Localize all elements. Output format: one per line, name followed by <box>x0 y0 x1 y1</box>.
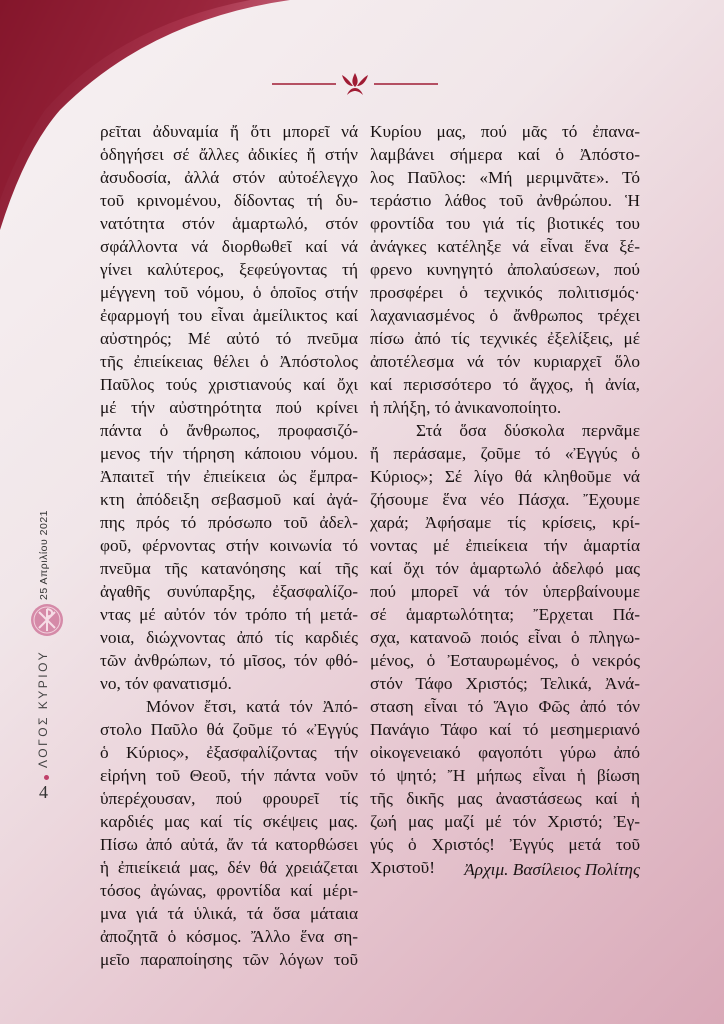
text-line: γίνει καλύτερος, ξεφεύγοντας τή <box>100 260 358 279</box>
text-line: μένος, ὁ Ἐσταυρωμένος, ὁ νεκρός <box>370 651 640 670</box>
text-line: ἀγαθῆς συνύπαρξης, ἐξασφαλίζο- <box>100 582 358 601</box>
text-line: καί ὄχι τόν ἁμαρτωλό ἀδελφό μας <box>370 559 640 578</box>
text-line: μέ τήν αὐστηρότητα πού κρίνει <box>100 398 358 417</box>
text-line: ἡ ἐπιείκειά μας, δέν θά χρειάζεται <box>100 858 358 877</box>
text-line: σχα, κατανοῶ ποιός εἶναι ὁ πληγω- <box>370 628 640 647</box>
text-line: προσφέρει ὁ τεχνικός πολιτισμός· <box>370 283 640 302</box>
text-line: τό ψητό; Ἤ μήπως εἶναι ἡ βίωση <box>370 766 640 785</box>
text-line: ἐφαρμογή του εἶναι ἀμείλικτος καί <box>100 306 358 325</box>
text-line: πάντα ὁ ἄνθρωπος, προφασιζό- <box>100 421 358 440</box>
text-line: νατότητα στόν ἁμαρτωλό, στόν <box>100 214 358 233</box>
text-line: Στά ὅσα δύσκολα περνᾶμε <box>416 421 640 440</box>
text-line: γύς ὁ Χριστός! Ἐγγύς μετά τοῦ <box>370 835 640 854</box>
text-line: Πίσω ἀπό αὐτά, ἄν τά κατορθώσει <box>100 835 358 854</box>
text-line: μνα γιά τά ὑλικά, τά ὅσα μάταια <box>100 904 358 923</box>
text-line: ἀνάγκες κατέληξε νά εἶναι ἕνα ξέ- <box>370 237 640 256</box>
text-line: εἰρήνη τοῦ Θεοῦ, τήν πάντα νοῦν <box>100 766 358 785</box>
text-line: πίσω ἀπό τίς τεχνικές ἐξελίξεις, μέ <box>370 329 640 348</box>
text-line: σφάλλοντα νά διορθωθεῖ καί νά <box>100 237 358 256</box>
text-line: πνεῦμα τῆς κατανόησης καί τῆς <box>100 559 358 578</box>
text-line: ὑπερέχουσαν, πού φρουρεῖ τίς <box>100 789 358 808</box>
text-line: Μόνον ἔτσι, κατά τόν Ἀπό- <box>146 697 358 716</box>
left-text-column <box>100 120 358 971</box>
text-line: μεῖο παραποίησης τῶν λόγων τοῦ <box>100 950 358 969</box>
text-line: οἰκογενειακό φαγοπότι γύρω ἀπό <box>370 743 640 762</box>
text-line: Χριστοῦ! <box>370 858 435 877</box>
text-line: στόν Τάφο Χριστός; Τελικά, Ἀνά- <box>370 674 640 693</box>
chi-rho-seal-icon <box>30 603 64 637</box>
text-line: χαρά; Ἀφήσαμε τίς κρίσεις, κρί- <box>370 513 640 532</box>
text-line: λος Παῦλος: «Μή μεριμνᾶτε». Τό <box>370 168 640 187</box>
text-line: σταση εἶναι τό Ἅγιο Φῶς ἀπό τόν <box>370 697 640 716</box>
text-line: ὁ Κύριος», ἐξασφαλίζοντας τήν <box>100 743 358 762</box>
text-line: λαχανιασμένος ὁ ἄνθρωπος τρέχει <box>370 306 640 325</box>
text-line: πης πρός τό πρόσωπο τοῦ ἀδελ- <box>100 513 358 532</box>
text-line: Κύριος»; Σέ λίγο θά κληθοῦμε νά <box>370 467 640 486</box>
text-line: ἡ πλήξη, τό ἀνικανοποίητο. <box>370 398 562 417</box>
text-line: φροντίδα του γιά τίς βιοτικές του <box>370 214 640 233</box>
fleuron-divider-icon <box>272 70 438 98</box>
magazine-title: ΛΟΓΟΣ ΚΥΡΙΟΥ <box>36 649 50 768</box>
text-line: φοῦ, φέρνοντας στήν κοινωνία τό <box>100 536 358 555</box>
text-line: τεράστιο λάθος τοῦ ἀνθρώπου. Ἡ <box>370 191 640 210</box>
text-line: Ἀπαιτεῖ τήν ἐπιείκεια ὡς ἔμπρα- <box>100 467 358 486</box>
right-text-column <box>370 120 640 879</box>
text-line: μέγγενη τοῦ νόμου, ὁ ὁποῖος στήν <box>100 283 358 302</box>
text-line: ὁδηγήσει σέ ἄλλες ἀδικίες ἤ στήν <box>100 145 358 164</box>
text-line: τῶν ἀνθρώπων, τό μῖσος, τόν φθό- <box>100 651 358 670</box>
author-signature: Ἀρχιμ. Βασίλειος Πολίτης <box>464 860 640 879</box>
text-line: καί περισσότερο τό ἄγχος, ἡ ἀνία, <box>370 375 640 394</box>
text-line: ἀποζητᾶ ὁ κόσμος. Ἄλλο ἕνα ση- <box>100 927 358 946</box>
text-line: ἀσυδοσία, ἀλλά στόν αὐτοέλεγχο <box>100 168 358 187</box>
text-line: ζωή μας μαζί μέ τόν Χριστό; Ἐγ- <box>370 812 640 831</box>
text-line: τῆς ἐπιείκειας θέλει ὁ Ἀπόστολος <box>100 352 358 371</box>
text-line: αὐστηρός; Μέ αὐτό τό πνεῦμα <box>100 329 358 348</box>
page-number: 4 <box>39 782 48 802</box>
text-line: σέ ἁμαρτωλότητα; Ἔρχεται Πά- <box>370 605 640 624</box>
issue-date: 25 Απριλίου 2021 <box>38 509 50 600</box>
text-line: Παῦλος τούς χριστιανούς καί ὄχι <box>100 375 358 394</box>
text-line: λαμβάνει σήμερα καί ὁ Ἀπόστο- <box>370 145 640 164</box>
text-line: Πανάγιο Τάφο καί τό μεσημεριανό <box>370 720 640 739</box>
text-line: στολο Παῦλο θά ζοῦμε τό «Ἐγγύς <box>100 720 358 739</box>
text-line: τῆς δικῆς μας ἀναστάσεως καί ἡ <box>370 789 640 808</box>
text-line: Κυρίου μας, πού μᾶς τό ἐπανα- <box>370 122 640 141</box>
text-line: τόσος ἀγώνας, φροντίδα καί μέρι- <box>100 881 358 900</box>
text-line: φρενο κυνηγητό ἀπολαύσεων, πού <box>370 260 640 279</box>
text-line: μενος τήν τήρηση κάποιου νόμου. <box>100 444 358 463</box>
text-line: κτη ἀπόδειξη σεβασμοῦ καί ἀγά- <box>100 490 358 509</box>
text-line: ντας μέ αὐτόν τόν τρόπο τή μετά- <box>100 605 358 624</box>
text-line: πού μπορεῖ νά τόν ὑπερβαίνουμε <box>370 582 640 601</box>
text-line: νοια, διώχνοντας ἀπό τίς καρδιές <box>100 628 358 647</box>
text-line: ἀποτέλεσμα νά τόν κυριαρχεῖ ὅλο <box>370 352 640 371</box>
bullet-dot-icon <box>44 775 49 780</box>
text-line: ἤ περάσαμε, ζοῦμε τό «Ἐγγύς ὁ <box>370 444 640 463</box>
text-line: τοῦ κρινομένου, δίδοντας τή δυ- <box>100 191 358 210</box>
text-line: καρδιές μας καί τίς σκέψεις μας. <box>100 812 358 831</box>
text-line: νο, τόν φανατισμό. <box>100 674 232 693</box>
text-line: νοντας μέ ἐπιείκεια τήν ἁμαρτία <box>370 536 640 555</box>
text-line: ζήσουμε ἕνα νέο Πάσχα. Ἔχουμε <box>370 490 640 509</box>
text-line: ρεῖται ἀδυναμία ἤ ὅτι μπορεῖ νά <box>100 122 358 141</box>
